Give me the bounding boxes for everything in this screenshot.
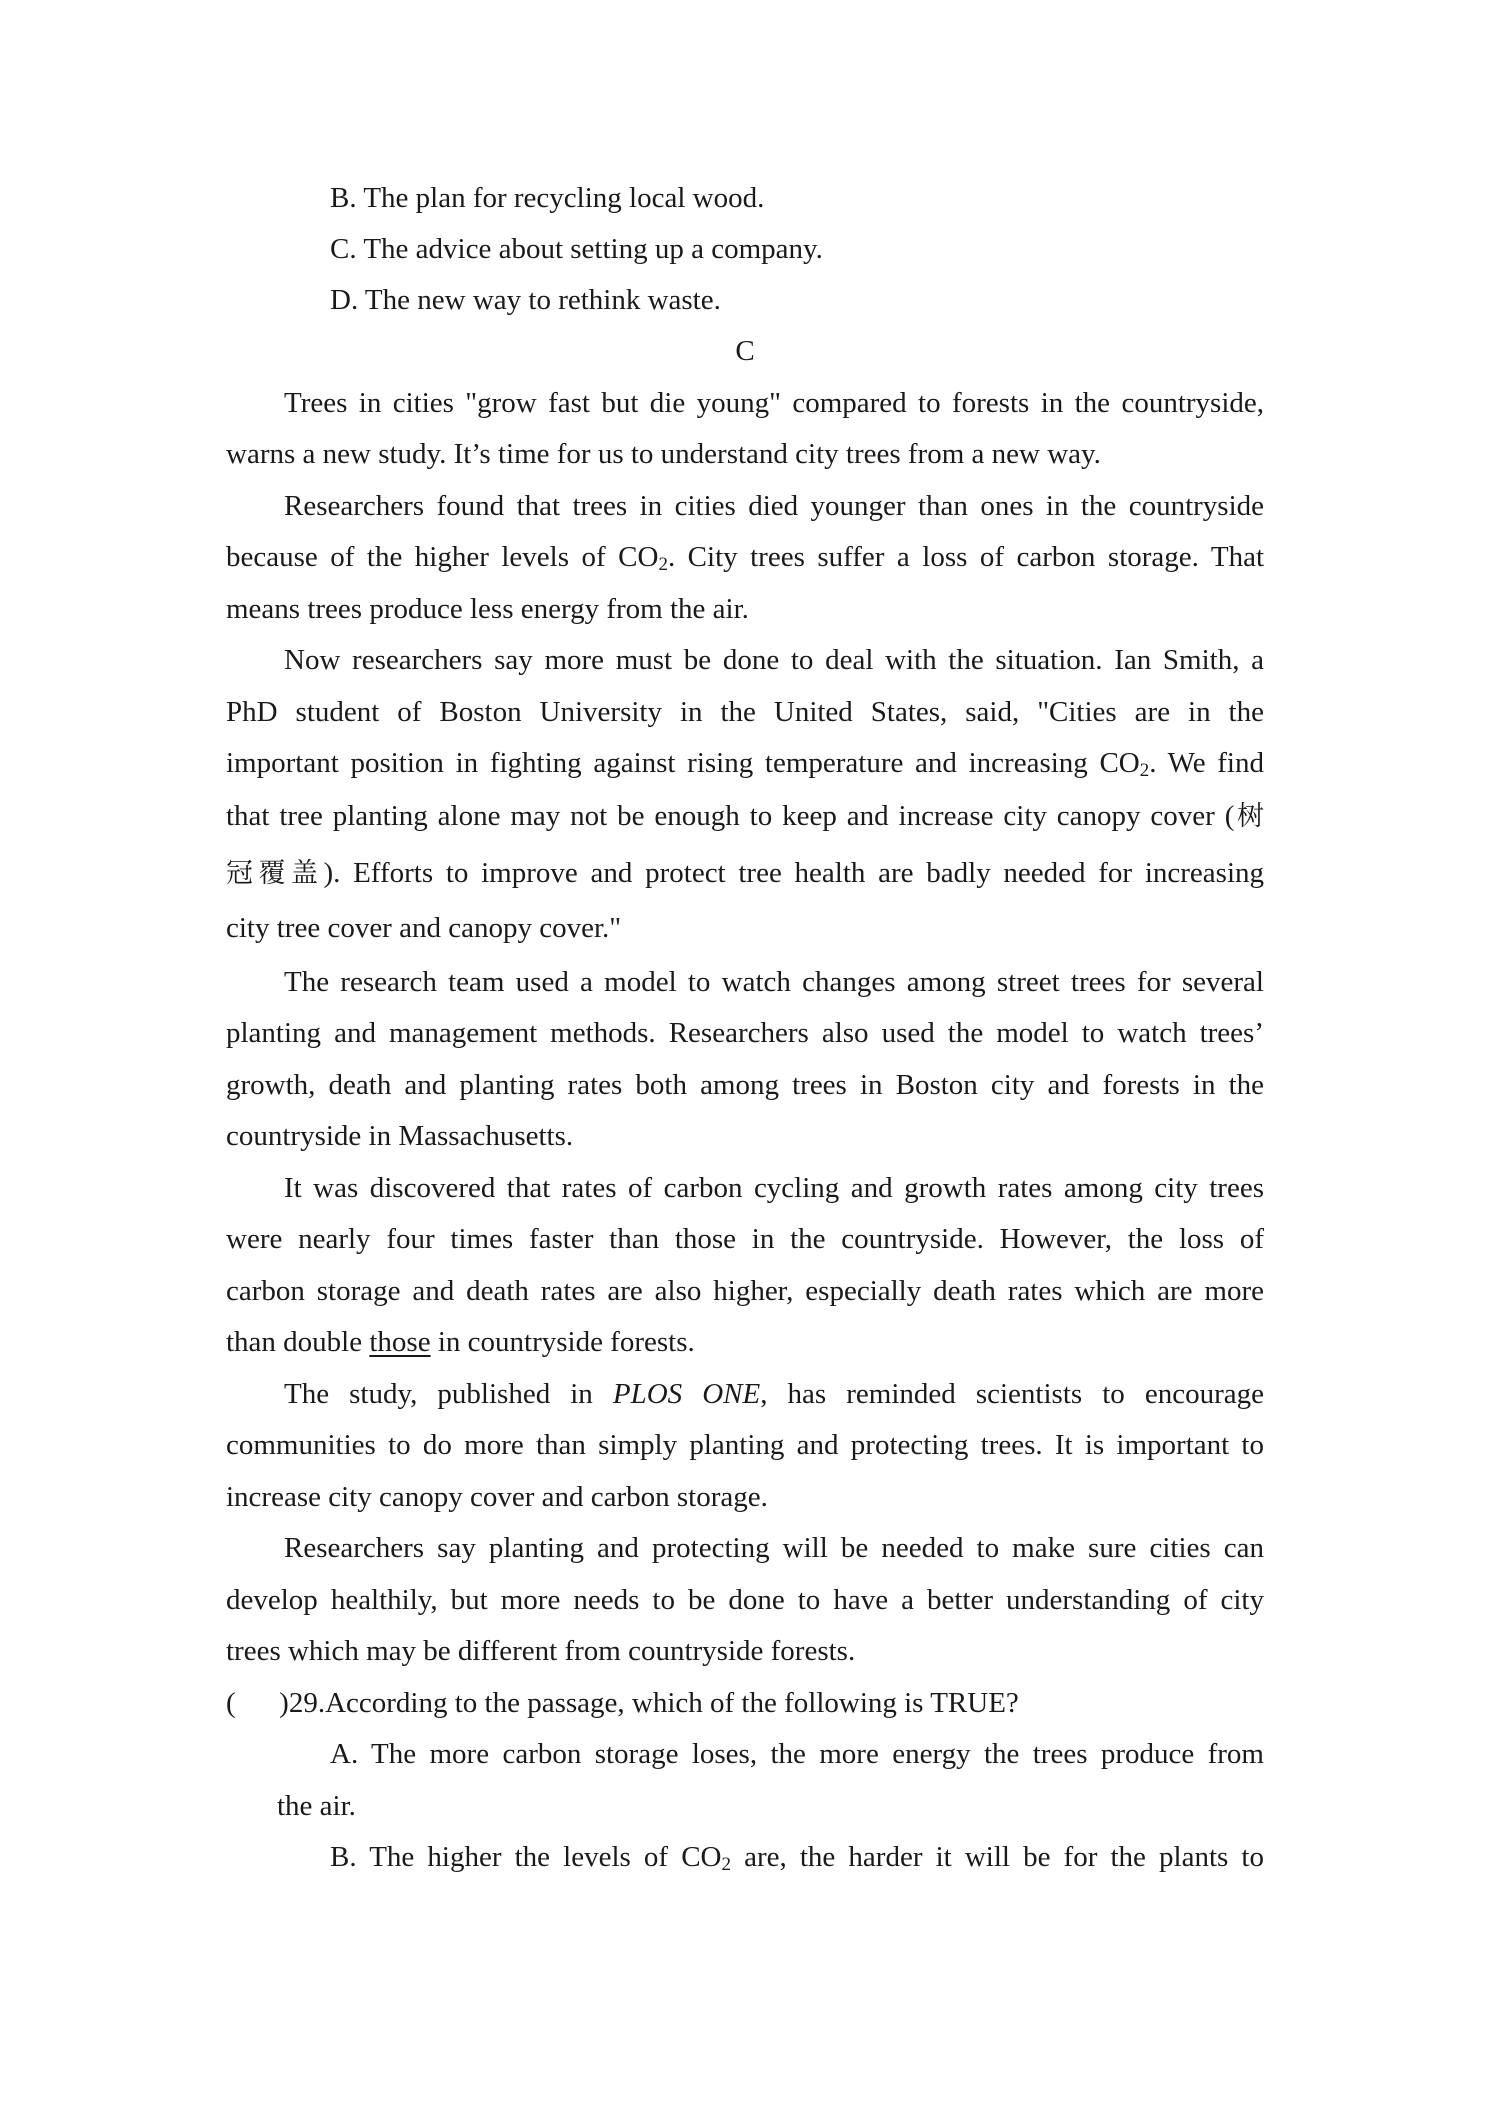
option-b-q29: B. The higher the levels of $CO_2$ are, the harder it will be for the plants to [330,1841,1264,1875]
passage-line: warns a new study. It’s time for us to understand city trees from a new way. [226,438,1101,470]
passage-line: means trees produce less energy from the air. [226,593,749,625]
passage-line: trees which may be different from countryside forests. [226,1635,856,1667]
passage-line: Trees in cities "grow fast but die young" compared to forests in the countryside, [284,387,1264,419]
section-label: C [735,335,755,367]
question-29-stem: ( )29.According to the passage, which of the following is TRUE? [226,1687,1019,1719]
passage-line: carbon storage and death rates are also higher, especially death rates which are more [226,1275,1264,1307]
option-d-q28: D. The new way to rethink waste. [330,284,721,316]
passage-line: communities to do more than simply planting and protecting trees. It is important to [226,1429,1264,1461]
passage-line: countryside in Massachusetts. [226,1120,574,1152]
passage-line: growth, death and planting rates both among trees in Boston city and forests in the [226,1069,1264,1101]
option-b-q28: B. The plan for recycling local wood. [330,182,765,214]
passage-line: city tree cover and canopy cover." [226,912,622,944]
passage-line: Researchers found that trees in cities died younger than ones in the countryside [284,490,1264,522]
option-a-q29-cont: the air. [277,1790,356,1822]
passage-line: Researchers say planting and protecting will be needed to make sure cities can [284,1532,1264,1564]
option-c-q28: C. The advice about setting up a company. [330,233,823,265]
passage-line: that tree planting alone may not be enough to keep and increase city canopy cover (树 [226,800,1265,832]
passage-line: The study, published in PLOS ONE, has reminded scientists to encourage [284,1378,1264,1410]
underlined-word: those [369,1326,431,1358]
option-a-q29: A. The more carbon storage loses, the more energy the trees produce from [330,1738,1264,1770]
passage-line: develop healthily, but more needs to be done to have a better understanding of city [226,1584,1264,1616]
passage-line: Now researchers say more must be done to deal with the situation. Ian Smith, a [284,644,1264,676]
journal-name: PLOS ONE [612,1378,761,1410]
passage-line: increase city canopy cover and carbon storage. [226,1481,768,1513]
passage-line: important position in fighting against rising temperature and increasing $CO_2$. We find [226,747,1264,781]
passage-line: PhD student of Boston University in the United States, said, "Cities are in the [226,696,1264,728]
passage-line: 冠覆盖). Efforts to improve and protect tree health are badly needed for increasing [226,857,1264,889]
passage-line: because of the higher levels of $CO_2$. City trees suffer a loss of carbon storage. That [226,541,1265,575]
passage-line: than double those in countryside forests. [226,1326,695,1358]
passage-line: planting and management methods. Researchers also used the model to watch trees’ [226,1017,1264,1049]
passage-line: The research team used a model to watch changes among street trees for several [284,966,1264,998]
passage-line: were nearly four times faster than those in the countryside. However, the loss of [226,1223,1264,1255]
answer-blank: ( ) [226,1687,289,1719]
passage-line: It was discovered that rates of carbon cycling and growth rates among city trees [284,1172,1264,1204]
